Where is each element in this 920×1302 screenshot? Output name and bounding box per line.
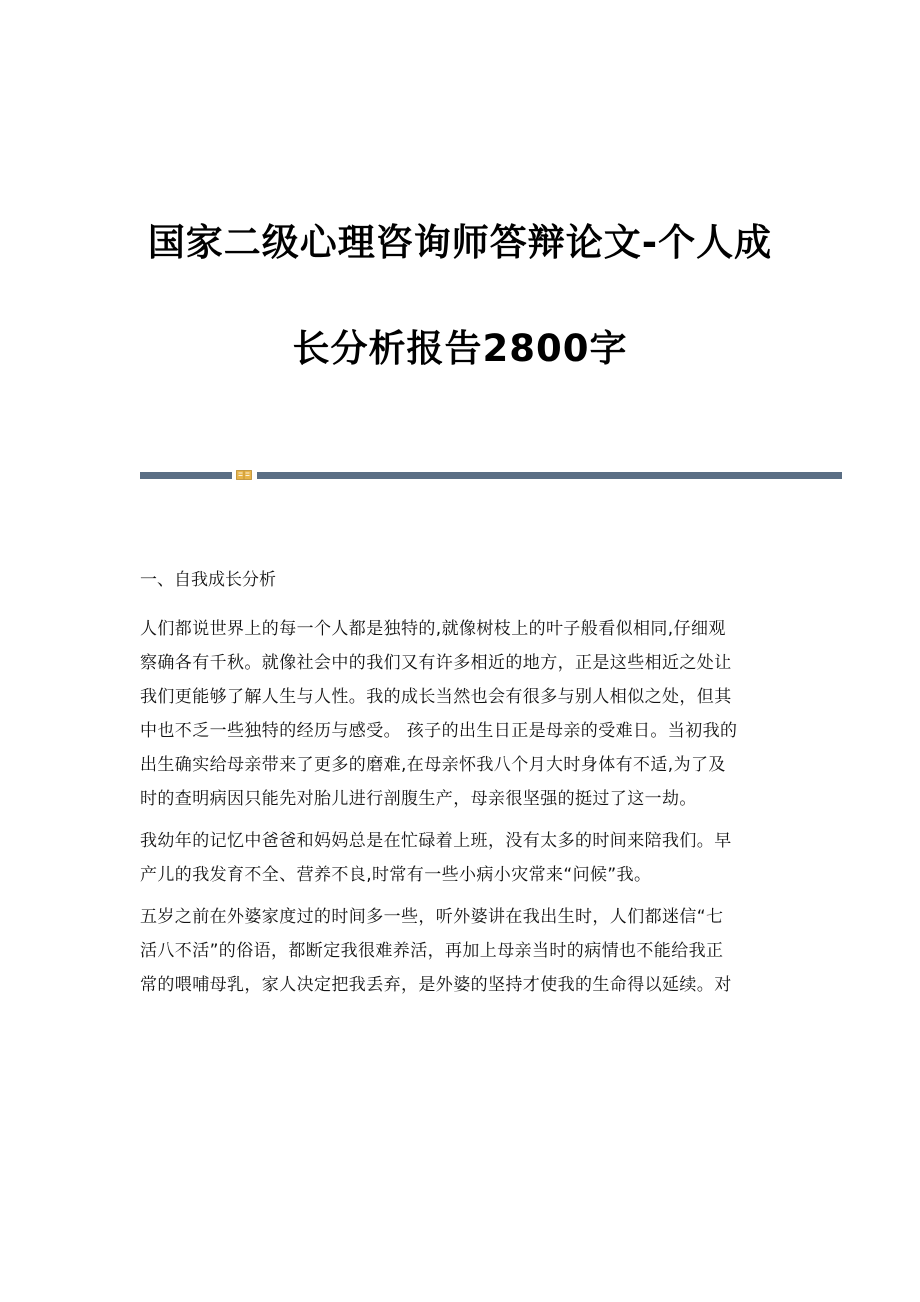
divider-bar-left — [140, 472, 232, 479]
paragraph-line: 活八不活”的俗语，都断定我很难养活，再加上母亲当时的病情也不能给我正 — [140, 941, 724, 961]
divider-bar-right — [257, 472, 842, 479]
title-divider — [140, 468, 842, 482]
paragraph-line: 出生确实给母亲带来了更多的磨难,在母亲怀我八个月大时身体有不适,为了及 — [140, 755, 726, 775]
document-title-line-2: 长分析报告2800字 — [292, 327, 628, 370]
section-heading: 一、自我成长分析 — [140, 570, 276, 590]
paragraph-line: 人们都说世界上的每一个人都是独特的,就像树枝上的叶子般看似相同,仔细观 — [140, 619, 726, 639]
book-ornament-icon — [236, 469, 252, 481]
paragraph-line: 常的喂哺母乳，家人决定把我丢弃，是外婆的坚持才使我的生命得以延续。对 — [140, 975, 732, 995]
paragraph — [140, 612, 780, 816]
paragraph — [140, 900, 780, 1002]
document-title-line-1: 国家二级心理咨询师答辩论文-个人成 — [147, 221, 773, 264]
paragraph-line: 时的查明病因只能先对胎儿进行剖腹生产，母亲很坚强的挺过了这一劫。 — [140, 789, 697, 809]
document-body — [140, 566, 780, 1010]
paragraph-line: 察确各有千秋。就像社会中的我们又有许多相近的地方，正是这些相近之处让 — [140, 653, 732, 673]
paragraph-line: 我幼年的记忆中爸爸和妈妈总是在忙碌着上班，没有太多的时间来陪我们。早 — [140, 831, 732, 851]
paragraph-line: 五岁之前在外婆家度过的时间多一些，听外婆讲在我出生时，人们都迷信“七 — [140, 907, 724, 927]
paragraph-line: 中也不乏一些独特的经历与感受。 孩子的出生日正是母亲的受难日。当初我的 — [140, 721, 738, 741]
paragraph — [140, 824, 780, 892]
paragraph-line: 我们更能够了解人生与人性。我的成长当然也会有很多与别人相似之处，但其 — [140, 687, 732, 707]
paragraph-line: 产儿的我发育不全、营养不良,时常有一些小病小灾常来“问候”我。 — [140, 865, 652, 885]
